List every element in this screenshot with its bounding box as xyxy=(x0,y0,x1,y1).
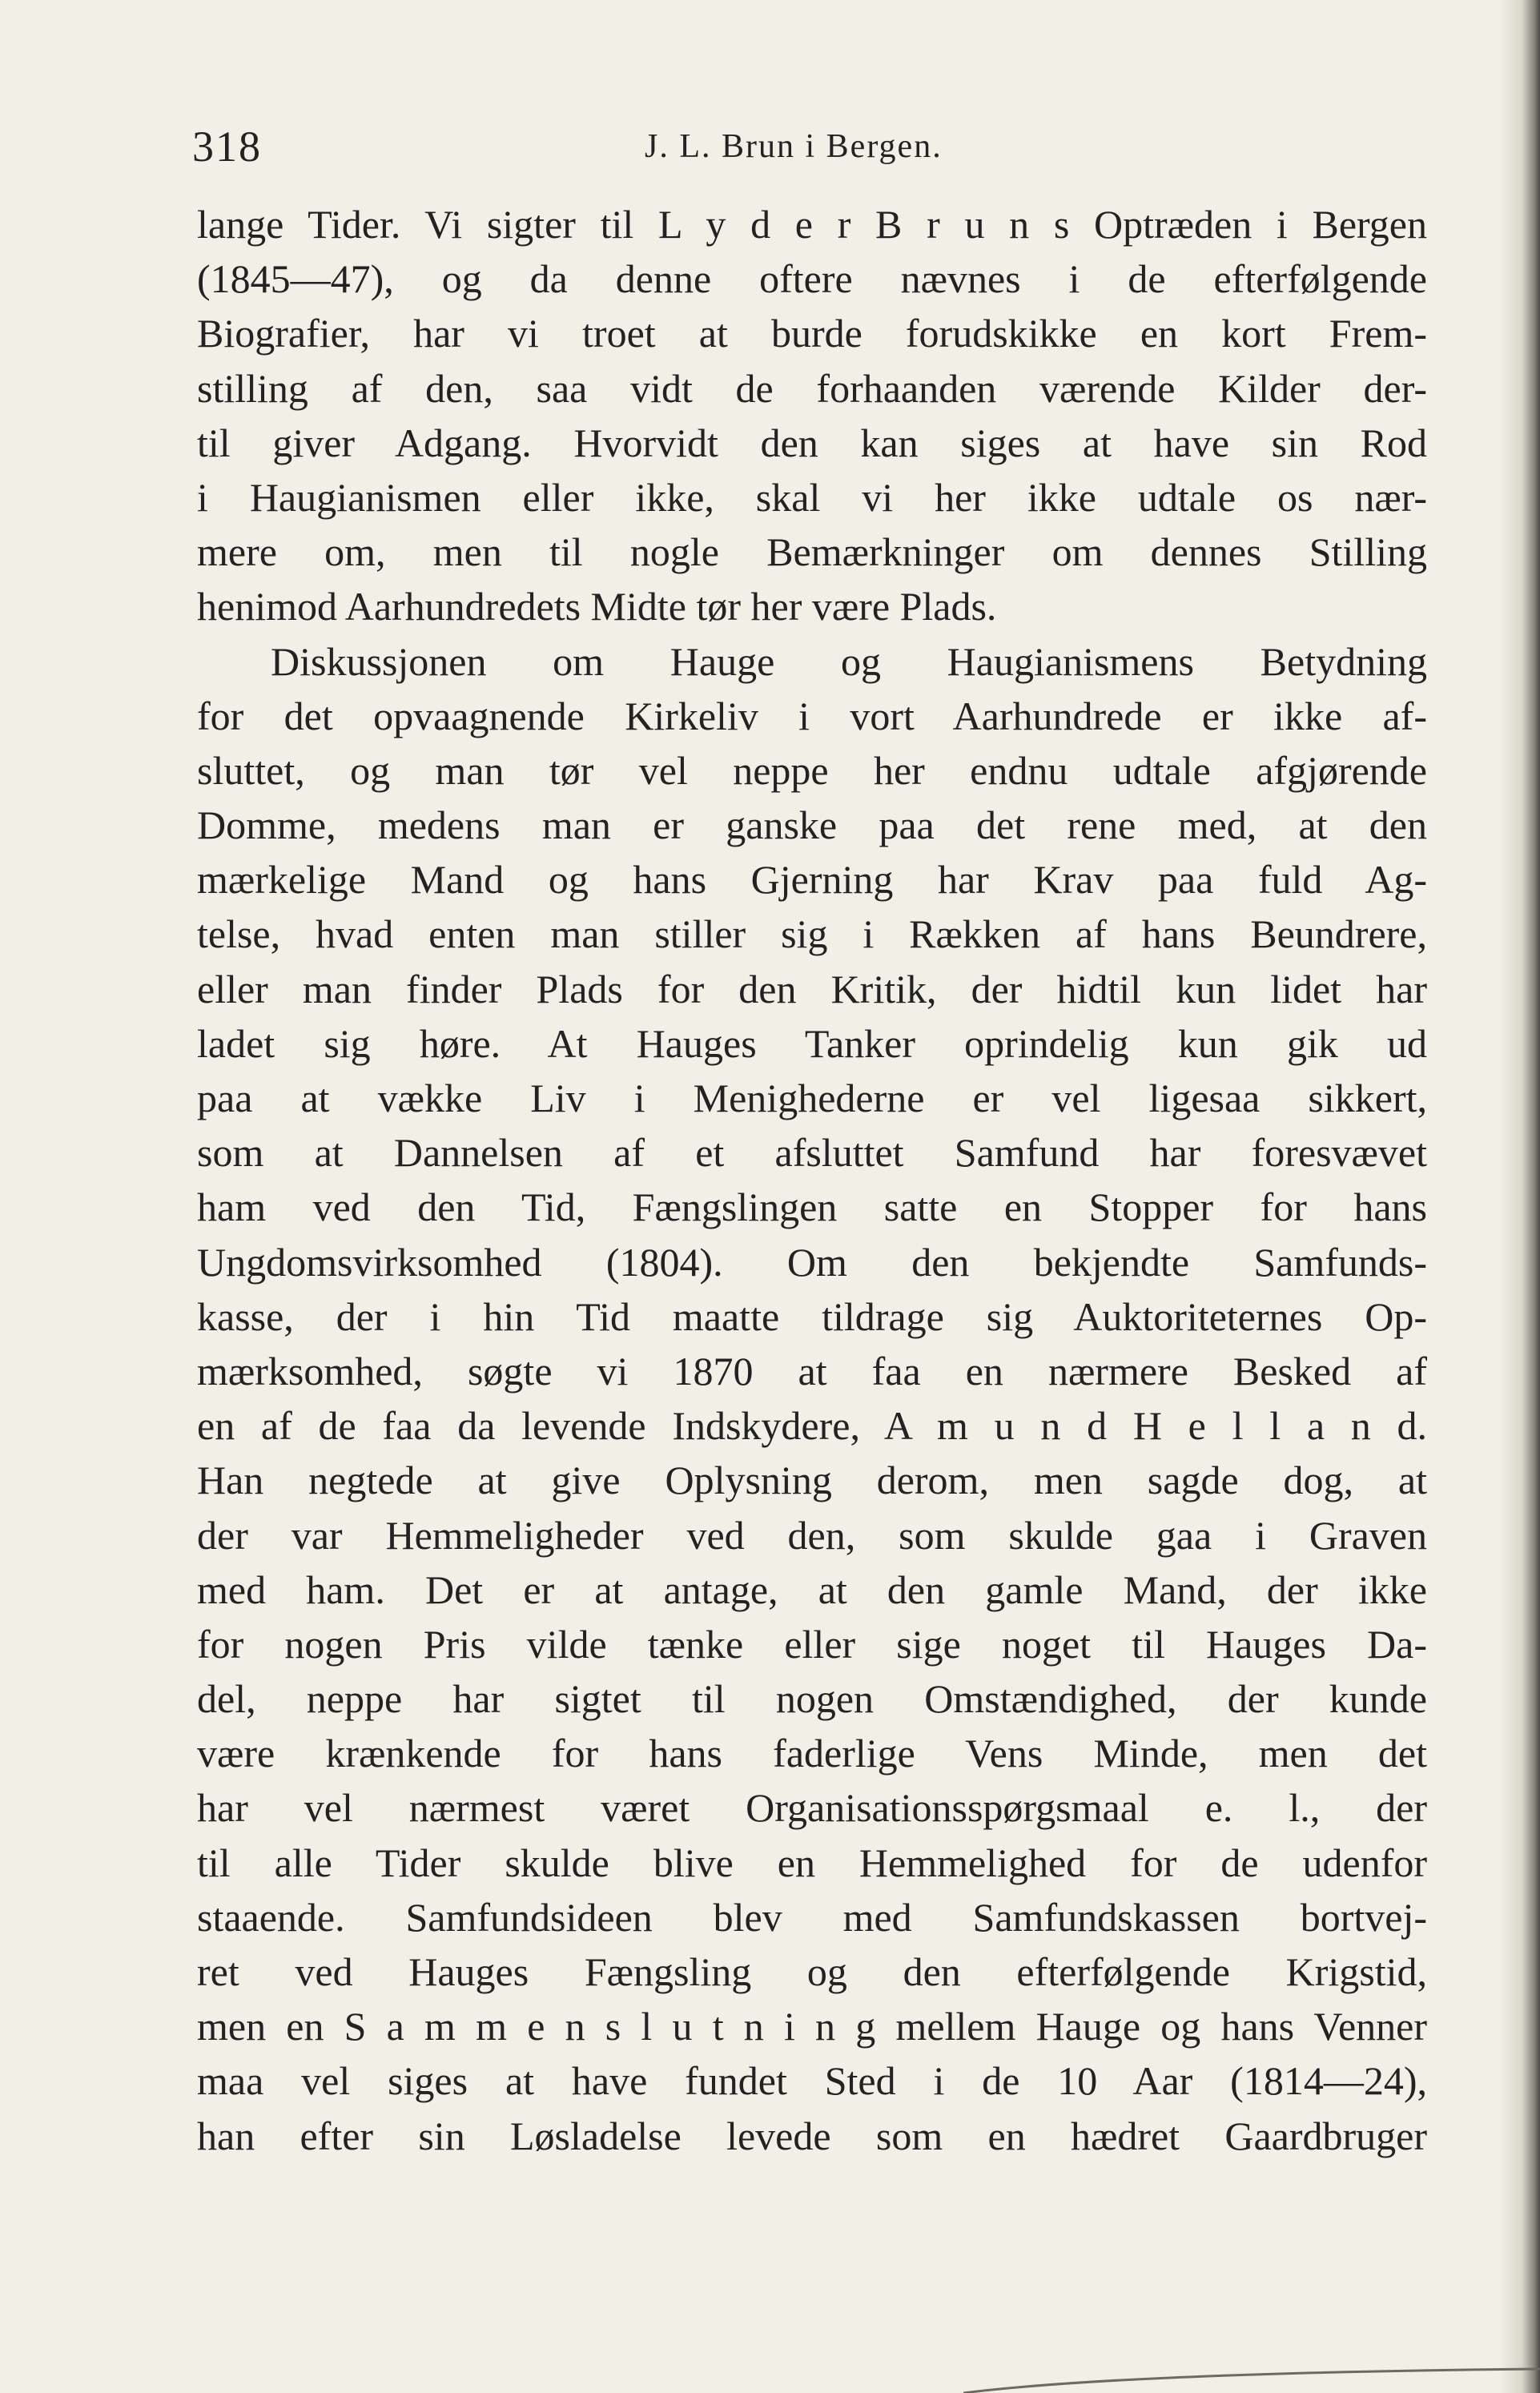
text-line: staaende. Samfundsideen blev med Samfundskassen bortvej- xyxy=(197,1894,1427,1940)
text-line: (1845—47), og da denne oftere nævnes i de efterfølgende xyxy=(197,256,1427,302)
text-line: i Haugianismen eller ikke, skal vi her ikke udtale os nær- xyxy=(197,474,1427,520)
text-line: kasse, der i hin Tid maatte tildrage sig Auktoriteternes Op- xyxy=(197,1293,1427,1339)
paragraph-start-line: Diskussjonen om Hauge og Haugianismens Betydning xyxy=(271,638,1427,684)
text-line: Han negtede at give Oplysning derom, men sagde dog, at xyxy=(197,1458,1427,1503)
text-line: paa at vække Liv i Menighederne er vel ligesaa sikkert, xyxy=(197,1076,1427,1120)
text-line: men en S a m m e n s l u t n i n g mellem Hauge og hans Venner xyxy=(197,2004,1427,2049)
text-line: Biografier, har vi troet at burde forudskikke en kort Frem- xyxy=(197,311,1427,356)
text-line: som at Dannelsen af et afsluttet Samfund har foresvævet xyxy=(197,1130,1427,1176)
text-line: være krænkende for hans faderlige Vens Minde, men det xyxy=(197,1731,1427,1776)
text-line: henimod Aarhundredets Midte tør her være Plads. xyxy=(197,584,997,629)
text-line: mærksomhed, søgte vi 1870 at faa en nærmere Besked af xyxy=(197,1348,1427,1394)
text-line: ladet sig høre. At Hauges Tanker oprindelig kun gik ud xyxy=(197,1020,1427,1066)
text-line: med ham. Det er at antage, at den gamle Mand, der ikke xyxy=(197,1567,1427,1612)
text-line: en af de faa da levende Indskydere, A m u n d H e l l a n d. xyxy=(197,1403,1427,1449)
text-line: maa vel siges at have fundet Sted i de 10 Aar (1814—24), xyxy=(197,2058,1427,2104)
text-line: til giver Adgang. Hvorvidt den kan siges at have sin Rod xyxy=(197,420,1427,465)
text-line: mærkelige Mand og hans Gjerning har Krav paa fuld Ag- xyxy=(197,857,1427,903)
page-edge-shadow xyxy=(1500,0,1540,2393)
text-line: del, neppe har sigtet til nogen Omstændighed, der kunde xyxy=(197,1676,1427,1722)
text-line: telse, hvad enten man stiller sig i Rækken af hans Beundrere, xyxy=(197,911,1427,957)
page-curl-decoration xyxy=(963,2337,1540,2393)
text-line: sluttet, og man tør vel neppe her endnu udtale afgjørende xyxy=(197,747,1427,793)
text-line: ret ved Hauges Fængsling og den efterfølgende Krigstid, xyxy=(197,1949,1427,1994)
page-header xyxy=(192,119,1441,175)
text-line: lange Tider. Vi sigter til L y d e r B r u n s Optræden i Bergen xyxy=(197,202,1427,247)
page-number: 318 xyxy=(192,123,262,171)
text-line: stilling af den, saa vidt de forhaanden værende Kilder der- xyxy=(197,365,1427,411)
text-line: eller man finder Plads for den Kritik, der hidtil kun lidet har xyxy=(197,966,1427,1011)
text-line: Domme, medens man er ganske paa det rene med, at den xyxy=(197,802,1427,848)
text-line: Ungdomsvirksomhed (1804). Om den bekjendte Samfunds- xyxy=(197,1239,1427,1285)
text-line: til alle Tider skulde blive en Hemmelighed for de udenfor xyxy=(197,1840,1427,1885)
text-line: der var Hemmeligheder ved den, som skulde gaa i Graven xyxy=(197,1512,1427,1558)
text-line: har vel nærmest været Organisationsspørgsmaal e. l., der xyxy=(197,1785,1427,1831)
running-head: J. L. Brun i Bergen. xyxy=(645,128,943,165)
text-line: for det opvaagnende Kirkeliv i vort Aarhundrede er ikke af- xyxy=(197,693,1427,738)
body-text xyxy=(197,197,1427,2163)
text-line: for nogen Pris vilde tænke eller sige noget til Hauges Da- xyxy=(197,1621,1427,1667)
text-line: han efter sin Løsladelse levede som en hædret Gaardbruger xyxy=(197,2113,1427,2158)
text-line: ham ved den Tid, Fængslingen satte en Stopper for hans xyxy=(197,1184,1427,1230)
text-line: mere om, men til nogle Bemærkninger om dennes Stilling xyxy=(197,529,1427,575)
